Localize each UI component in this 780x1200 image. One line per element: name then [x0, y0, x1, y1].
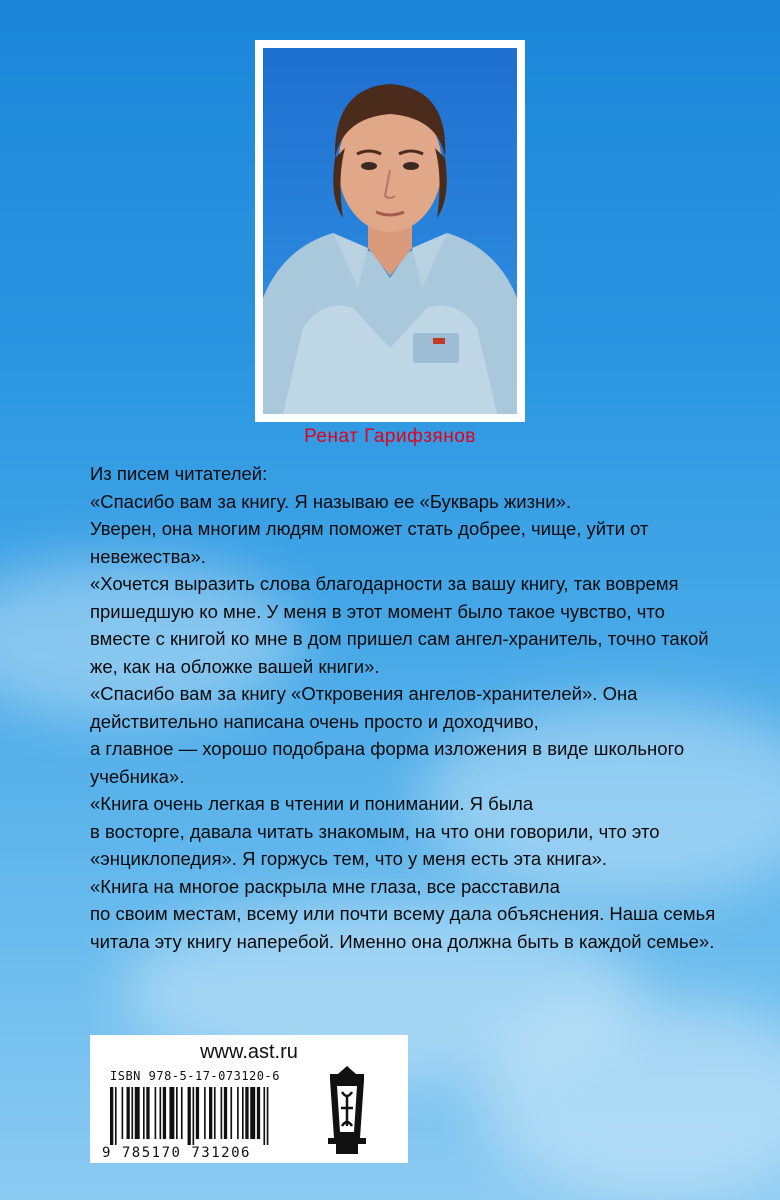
author-name: Ренат Гарифзянов: [304, 426, 476, 447]
publisher-website: www.ast.ru: [200, 1041, 298, 1063]
quote-paragraph: «Книга очень легкая в чтении и понимании. Я была в восторге, давала читать знакомым, на что они говорили, что это «энциклопедия». Я горжусь тем, что у меня есть эта книга».: [90, 793, 660, 869]
isbn-number: ISBN 978-5-17-073120-6: [110, 1069, 280, 1083]
author-portrait-illustration: [263, 48, 517, 414]
quote-paragraph: «Спасибо вам за книгу. Я называю ее «Букварь жизни». Уверен, она многим людям поможет стать добрее, чище, уйти от невежества».: [90, 490, 649, 567]
quote-paragraph: «Спасибо вам за книгу «Откровения ангелов-хранителей». Она действительно написана очень просто и доходчиво, а главное — хорошо подобрана форма изложения в виде школьного учебника».: [90, 683, 685, 787]
barcode-icon: [110, 1087, 320, 1145]
author-photo-frame: [255, 40, 525, 422]
publisher-lantern-logo-icon: [318, 1060, 376, 1160]
ean-digits: 9 785170 731206: [102, 1145, 251, 1161]
quotes-heading: Из писем читателей:: [90, 463, 268, 484]
author-photo: [263, 48, 517, 414]
quote-paragraph: «Хочется выразить слова благодарности за вашу книгу, так вовремя пришедшую ко мне. У меня в этот момент было такое чувство, что вместе с книгой ко мне в дом пришел сам ангел-хранитель, точно такой же, как на обложке вашей книги».: [90, 573, 709, 677]
quote-paragraph: «Книга на многое раскрыла мне глаза, все расставила по своим местам, всему или почти всему дала объяснения. Наша семья читала эту книгу наперебой. Именно она должна быть в каждой семье».: [90, 875, 716, 952]
reader-quotes: [90, 460, 730, 955]
